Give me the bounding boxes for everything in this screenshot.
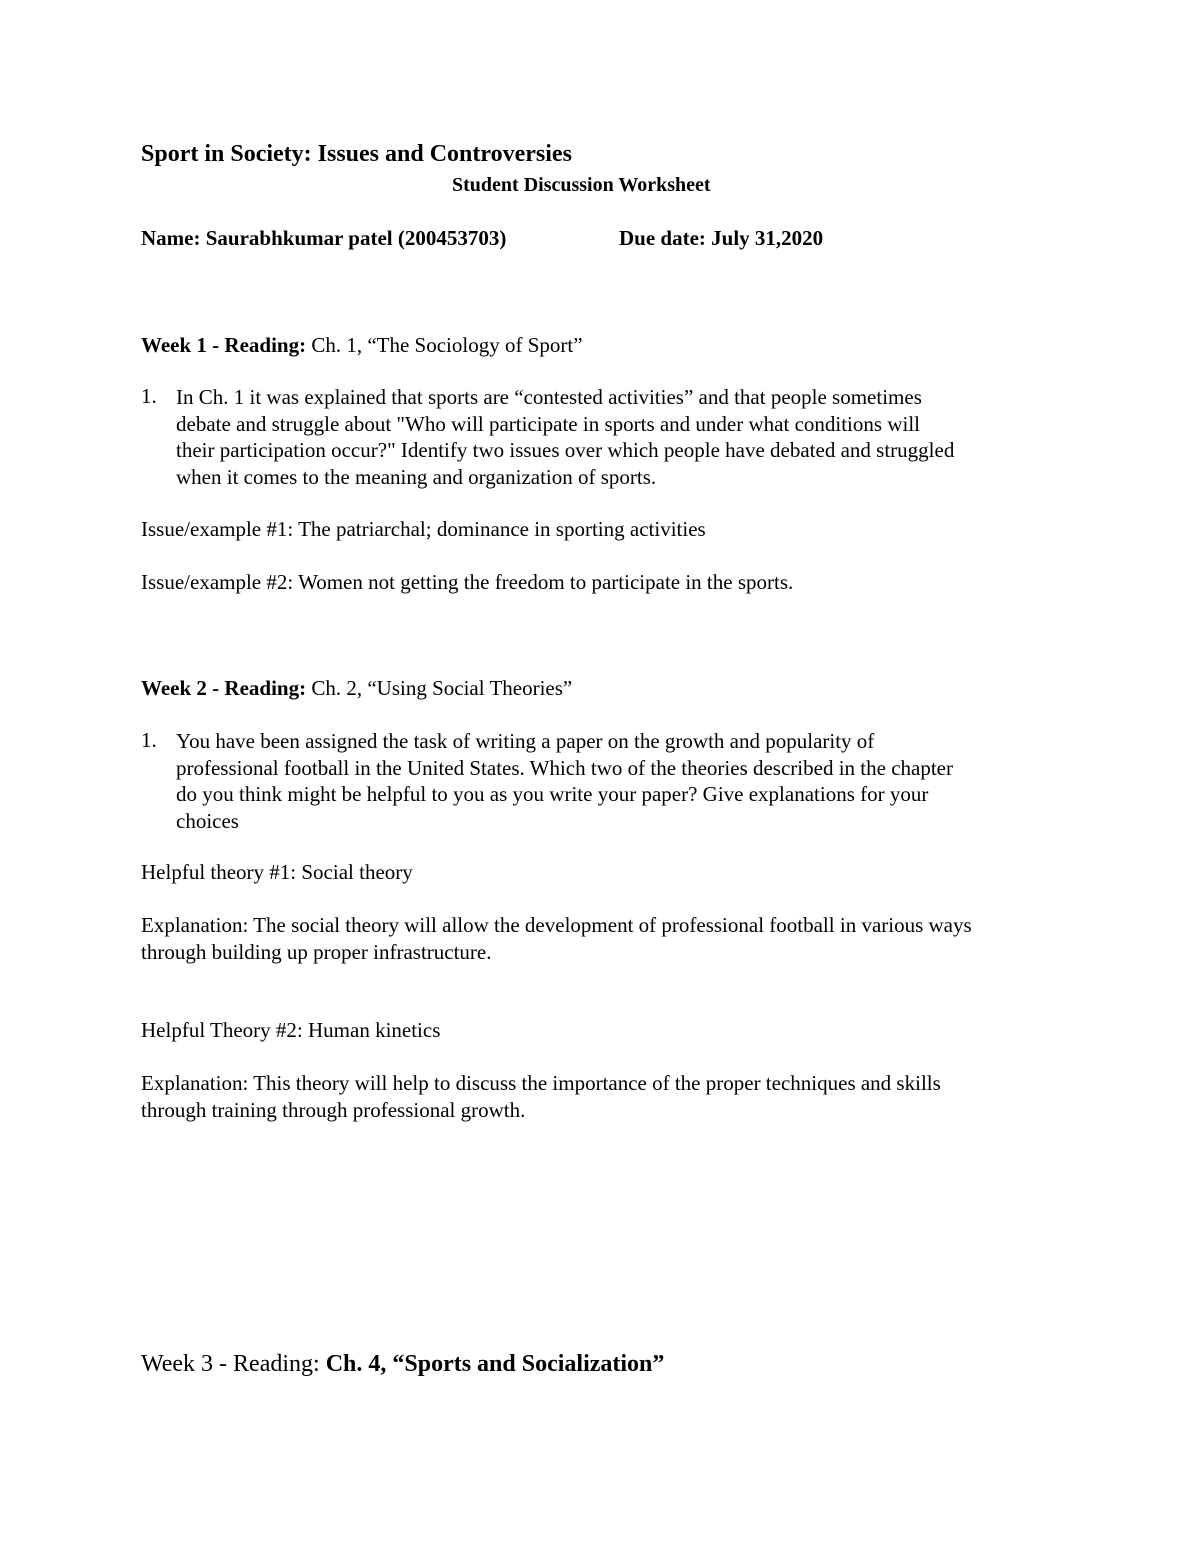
week1-issue-1: Issue/example #1: The patriarchal; dominance in sporting activities xyxy=(141,517,706,541)
week2-question-line: do you think might be helpful to you as you write your paper? Give explanations for your xyxy=(176,782,929,806)
week2-explanation-1-line: Explanation: The social theory will allow the development of professional football in various ways xyxy=(141,913,972,937)
week2-question-line: professional football in the United States. Which two of the theories described in the chapter xyxy=(176,755,953,780)
week1-question xyxy=(176,384,954,490)
week2-question-number: 1. xyxy=(141,728,157,752)
week2-heading-chapter: Ch. 2, “Using Social Theories” xyxy=(306,676,573,700)
week1-heading-chapter: Ch. 1, “The Sociology of Sport” xyxy=(306,333,583,357)
week1-question-line: debate and struggle about "Who will participate in sports and under what conditions will xyxy=(176,411,920,436)
week1-heading xyxy=(141,332,583,359)
student-name: Name: Saurabhkumar patel (200453703) xyxy=(141,226,507,250)
document-title: Sport in Society: Issues and Controversies xyxy=(141,141,572,167)
week3-heading-label: Week 3 - Reading: xyxy=(141,1351,326,1377)
week2-question-line: You have been assigned the task of writing a paper on the growth and popularity of xyxy=(176,729,875,753)
week2-theory-2: Helpful Theory #2: Human kinetics xyxy=(141,1018,441,1042)
week2-explanation-2-line: through training through professional growth. xyxy=(141,1097,526,1122)
week1-question-number: 1. xyxy=(141,384,157,408)
due-date: Due date: July 31,2020 xyxy=(619,226,824,250)
week2-explanation-2-line: Explanation: This theory will help to discuss the importance of the proper techniques and skills xyxy=(141,1071,941,1095)
week1-heading-label: Week 1 - Reading: xyxy=(141,333,307,357)
week2-theory-1: Helpful theory #1: Social theory xyxy=(141,860,413,884)
document-subtitle: Student Discussion Worksheet xyxy=(452,174,711,196)
week1-issue-2: Issue/example #2: Women not getting the freedom to participate in the sports. xyxy=(141,570,794,594)
week2-explanation-1 xyxy=(141,912,972,965)
week2-heading-label: Week 2 - Reading: xyxy=(141,676,307,700)
week1-question-line: In Ch. 1 it was explained that sports are “contested activities” and that people sometimes xyxy=(176,385,922,409)
week2-question-line: choices xyxy=(176,808,239,833)
week1-question-line: their participation occur?" Identify two issues over which people have debated and struggled xyxy=(176,438,955,462)
week2-question xyxy=(176,728,953,834)
week2-explanation-2 xyxy=(141,1070,941,1123)
week3-heading xyxy=(141,1351,664,1378)
week3-heading-chapter: Ch. 4, “Sports and Socialization” xyxy=(325,1351,665,1377)
week1-question-line: when it comes to the meaning and organization of sports. xyxy=(176,464,657,489)
week2-heading xyxy=(141,675,572,702)
week2-explanation-1-line: through building up proper infrastructure. xyxy=(141,939,492,964)
